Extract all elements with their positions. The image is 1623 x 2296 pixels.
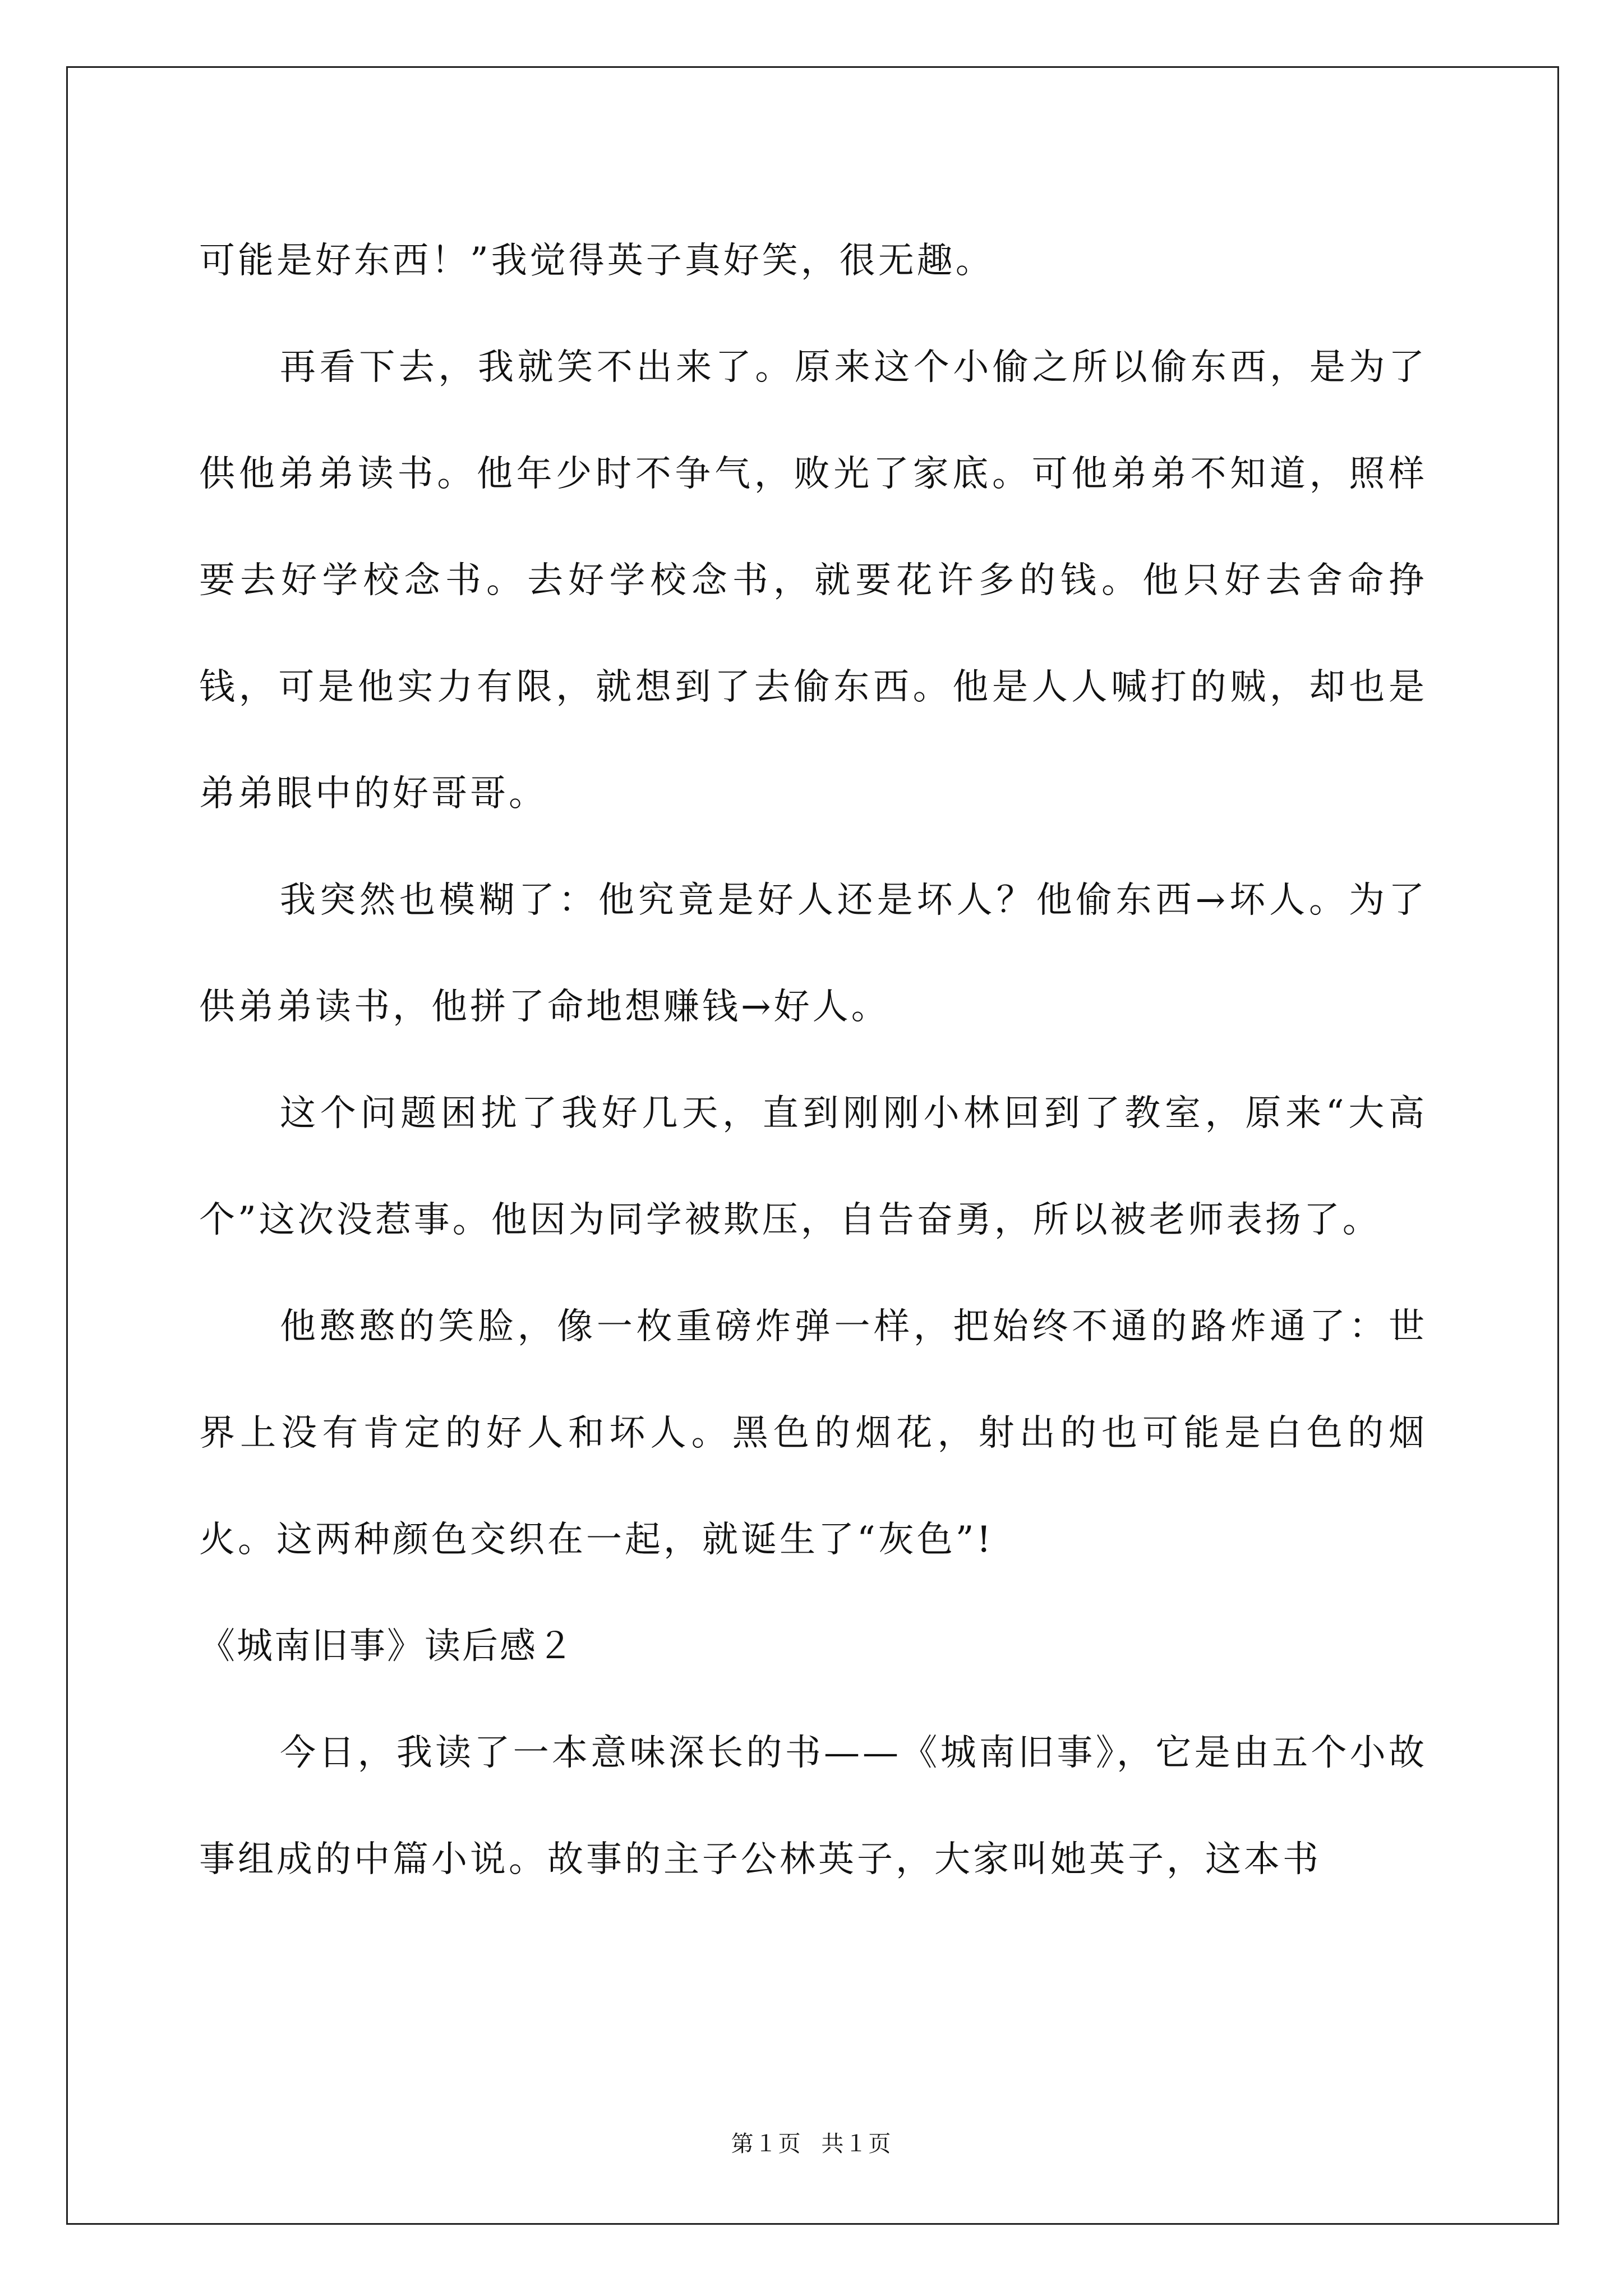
page-number: 第１页 — [731, 2131, 802, 2157]
paragraph-1: 可能是好东西！”我觉得英子真好笑，很无趣。 — [199, 240, 994, 282]
paragraph-6: 今日，我读了一本意味深长的书——《城南旧事》，它是由五个小故事组成的中篇小说。故事的主子公林英子，大家叫她英子，这本书 — [199, 1732, 1427, 1880]
paragraph-3: 我突然也模糊了：他究竟是好人还是坏人？他偷东西→坏人。为了供弟弟读书，他拼了命地想赚钱→好人。 — [199, 880, 1427, 1028]
paragraph-4: 这个问题困扰了我好几天，直到刚刚小林回到了教室，原来“大高个”这次没惹事。他因为同学被欺压，自告奋勇，所以被老师表扬了。 — [199, 1093, 1427, 1241]
paragraph-2: 再看下去，我就笑不出来了。原来这个小偷之所以偷东西，是为了供他弟弟读书。他年少时不争气，败光了家底。可他弟弟不知道，照样要去好学校念书。去好学校念书，就要花许多的钱。他只好去舍命挣钱，可是他实力有限，就想到了去偷东西。他是人人喊打的贼，却也是弟弟眼中的好哥哥。 — [199, 347, 1427, 815]
paragraph-5: 他憨憨的笑脸，像一枚重磅炸弹一样，把始终不通的路炸通了：世界上没有肯定的好人和坏人。黑色的烟花，射出的也可能是白色的烟火。这两种颜色交织在一起，就诞生了“灰色”! — [199, 1306, 1427, 1561]
page-footer — [0, 2126, 1623, 2158]
document-body — [199, 208, 1427, 1913]
section-heading: 《城南旧事》读后感２ — [199, 1626, 575, 1667]
page-total: 共１页 — [821, 2131, 892, 2157]
